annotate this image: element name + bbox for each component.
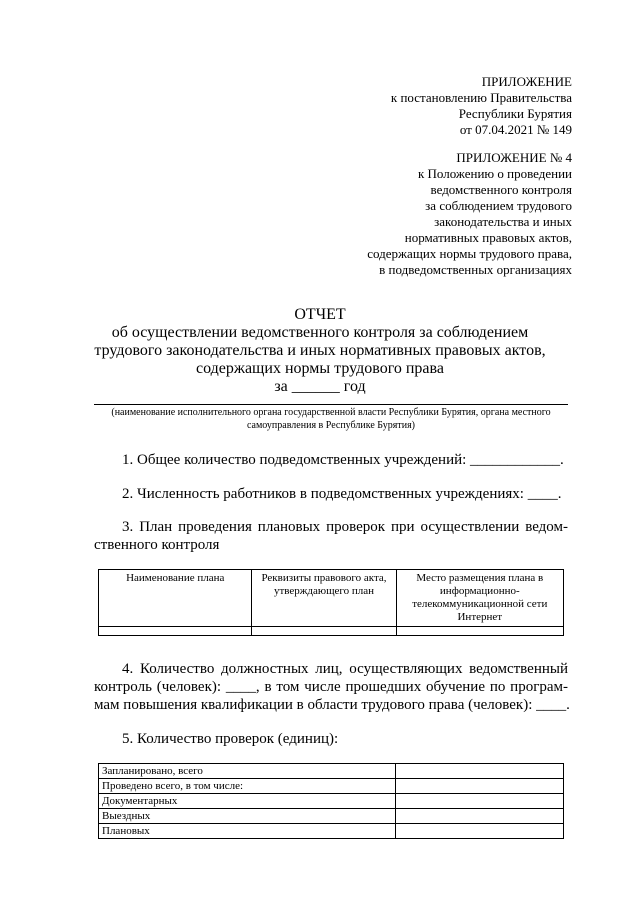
table-header-row <box>99 570 564 627</box>
appendix-line: ведомственного контроля <box>430 182 572 197</box>
table-cell: Проведено всего, в том числе: <box>99 779 396 794</box>
appendix-line: за соблюдением трудового <box>425 198 572 213</box>
inspections-table <box>98 763 564 839</box>
report-title <box>0 306 640 396</box>
table-row <box>99 794 564 809</box>
appendix-header-regulation <box>367 150 572 278</box>
report-title-line: трудового законодательства и иных нормативных правовых актов, <box>94 342 546 359</box>
item-4-officials-count <box>94 660 568 714</box>
table-cell <box>396 824 564 839</box>
table-cell: Плановых <box>99 824 396 839</box>
table-row <box>99 627 564 636</box>
appendix-title: ПРИЛОЖЕНИЕ <box>481 74 572 89</box>
table-cell: Запланировано, всего <box>99 764 396 779</box>
item-3-inspection-plan <box>94 518 568 554</box>
table-cell <box>252 627 396 636</box>
appendix-line: от 07.04.2021 № 149 <box>459 122 572 137</box>
table-row <box>99 809 564 824</box>
table-header-cell: Место размещения плана в информационно-телекоммуникационной сети Интернет <box>396 570 563 627</box>
appendix-line: нормативных правовых актов, <box>404 230 572 245</box>
report-title-line: об осуществлении ведомственного контроля за соблюдением <box>111 324 529 341</box>
table-cell <box>396 764 564 779</box>
appendix-header-resolution <box>391 74 572 138</box>
appendix-line: к Положению о проведении <box>417 166 572 181</box>
table-cell <box>99 627 252 636</box>
table-cell: Выездных <box>99 809 396 824</box>
organization-name-line <box>94 404 568 405</box>
organization-name-caption: (наименование исполнительного органа государственной власти Республики Бурятия, органа местного самоуправления в Республике Бурятия) <box>111 407 551 431</box>
report-title-heading: ОТЧЕТ <box>294 306 346 323</box>
table-row <box>99 764 564 779</box>
report-title-line: содержащих нормы трудового права <box>196 360 444 377</box>
table-row <box>99 824 564 839</box>
table-cell <box>396 794 564 809</box>
inspection-plan-table <box>98 569 564 636</box>
report-year-line: за ______ год <box>274 378 366 395</box>
table-cell <box>396 779 564 794</box>
item-4-line: 4. Количество должностных лиц, осуществляющих ведомственный <box>122 661 568 677</box>
item-4-line: контроль (человек): ____, в том числе прошедших обучение по програм- <box>94 679 568 695</box>
item-4-line: мам повышения квалификации в области трудового права (человек): ____. <box>94 697 570 713</box>
appendix-line: к постановлению Правительства <box>390 90 572 105</box>
item-3-line: ственного контроля <box>94 537 220 553</box>
appendix-line: в подведомственных организациях <box>379 262 572 277</box>
item-3-line: 3. План проведения плановых проверок при осуществлении ведом- <box>122 519 568 535</box>
item-1-institutions-count: 1. Общее количество подведомственных учреждений: ____________. <box>122 452 564 468</box>
table-cell <box>396 809 564 824</box>
table-cell <box>396 627 563 636</box>
appendix-line: законодательства и иных <box>434 214 572 229</box>
item-5-inspections-count: 5. Количество проверок (единиц): <box>122 731 339 747</box>
table-header-cell: Реквизиты правового акта, утверждающего план <box>252 570 396 627</box>
item-2-employees-count: 2. Численность работников в подведомственных учреждениях: ____. <box>122 486 562 502</box>
table-cell: Документарных <box>99 794 396 809</box>
appendix-line: содержащих нормы трудового права, <box>367 246 572 261</box>
table-row <box>99 779 564 794</box>
table-header-cell: Наименование плана <box>99 570 252 627</box>
appendix-title: ПРИЛОЖЕНИЕ № 4 <box>456 150 572 165</box>
appendix-line: Республики Бурятия <box>458 106 572 121</box>
